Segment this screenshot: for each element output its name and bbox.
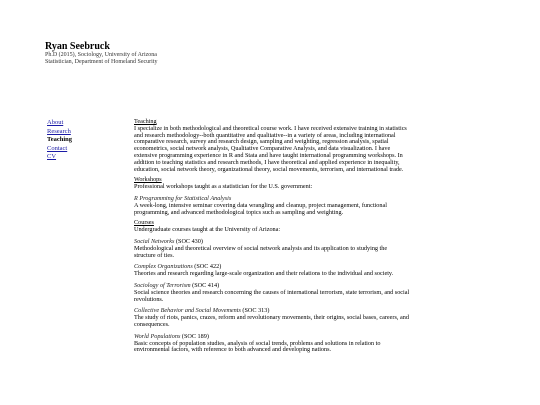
course-title: Social Networks (134, 237, 175, 245)
course-code: (SOC 313) (240, 307, 270, 315)
site-header (45, 41, 157, 66)
nav-item-teaching-current: Teaching (47, 136, 73, 144)
nav-link-contact[interactable]: Contact (47, 144, 68, 152)
main-content (134, 119, 410, 358)
course-title: Sociology of Terrorism (134, 281, 191, 289)
workshops-section (134, 177, 410, 216)
nav-link-cv[interactable]: CV (47, 153, 57, 161)
course-code: (SOC 430) (174, 237, 203, 245)
course-code: (SOC 414) (190, 281, 220, 289)
subtitle-degree: Ph.D (2015), Sociology, University of Arizona (45, 52, 157, 58)
workshops-heading: Workshops (134, 176, 162, 184)
course-item (134, 334, 410, 354)
course-item (134, 308, 410, 328)
nav-link-research[interactable]: Research (47, 127, 71, 135)
courses-section (134, 220, 410, 354)
course-desc: Methodological and theoretical overview of social network analysis and its application to studying the structure of ties. (134, 244, 388, 259)
workshops-intro: Professional workshops taught as a statistician for the U.S. government: (134, 183, 313, 191)
course-title: Collective Behavior and Social Movements (134, 307, 241, 315)
course-desc: The study of riots, panics, crazes, reform and revolutionary movements, their origins, social bases, careers, and consequences. (134, 314, 409, 328)
course-title: World Populations (134, 332, 181, 340)
subtitle-position: Statistician, Department of Homeland Security (45, 59, 158, 65)
workshop-item (134, 196, 410, 216)
course-item (134, 283, 410, 303)
courses-heading: Courses (134, 219, 154, 227)
course-code: (SOC 422) (192, 263, 222, 271)
course-desc: Social science theories and research concerning the causes of international terrorism, state terrorism, and social revolutions. (134, 288, 410, 303)
teaching-heading: Teaching (134, 118, 157, 125)
course-desc: Basic concepts of population studies, analysis of social trends, problems and solutions in relation to environmental factors, with reference to both advanced and developing nations. (134, 339, 381, 354)
teaching-section (134, 119, 410, 173)
nav-link-about[interactable]: About (47, 119, 64, 126)
side-nav (47, 119, 72, 162)
course-title: Complex Organizations (134, 263, 193, 271)
course-item (134, 239, 410, 259)
courses-intro: Undergraduate courses taught at the University of Arizona: (134, 226, 281, 234)
site-title: Ryan Seebruck (45, 41, 110, 52)
workshop-desc: A week-long, intensive seminar covering data wrangling and cleanup, project management, functional programming, and advanced methodological topics such as sampling and weighting. (134, 201, 387, 216)
workshop-title: R Programming for Statistical Analysis (134, 194, 232, 202)
course-desc: Theories and research regarding large-scale organization and their relations to the individual and society. (134, 270, 394, 278)
teaching-body: I specialize in both methodological and theoretical course work. I have received extensive training in statistics and research methodology--both quantitative and qualitative--in a variety of areas, including international comparative research, survey and research design, sampling and weighting, regression analysis, spatial econometrics, social network analysis, Qualitative Comparative Analysis, and data visualization. I have extensive programming experience in R and Stata and have taught international programming workshops. In addition to teaching statistics and research methods, I have theoretical and applied experience in inequality, education, social network theory, organizational theory, social movements, terrorism, and international trade. (134, 124, 407, 173)
course-item (134, 264, 410, 278)
course-code: (SOC 189) (180, 332, 209, 340)
